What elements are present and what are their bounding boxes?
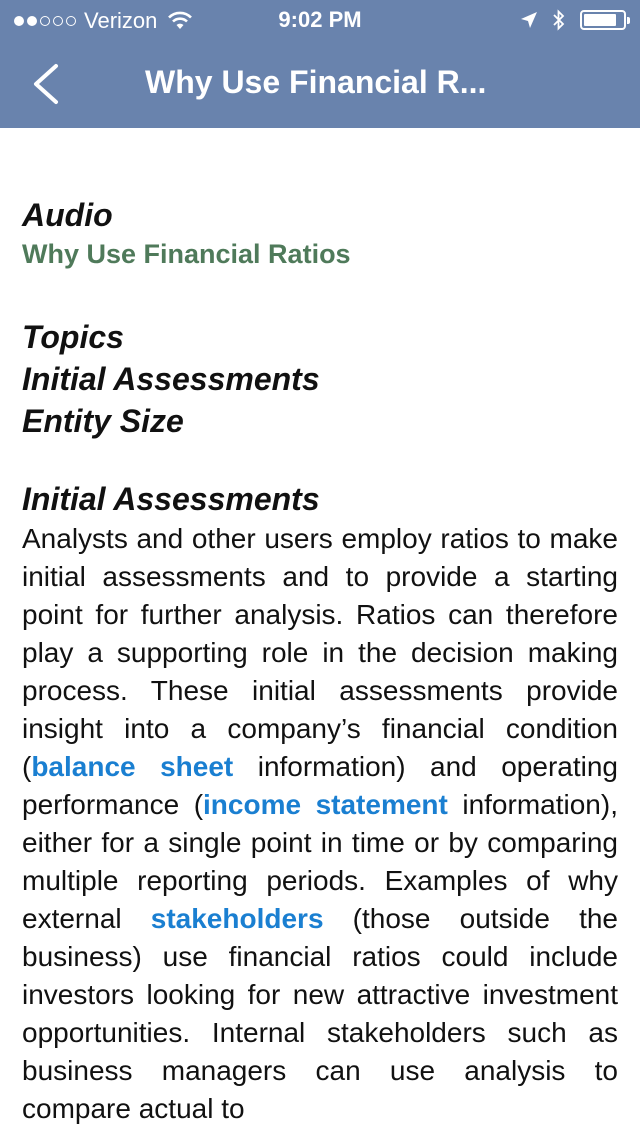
section-heading: Initial Assessments: [22, 481, 320, 517]
page-title: Why Use Financial R...: [145, 64, 487, 100]
back-button[interactable]: [26, 54, 86, 114]
balance-sheet-link[interactable]: balance sheet: [31, 751, 234, 782]
status-bar: [0, 0, 640, 40]
income-statement-link[interactable]: income statement: [203, 789, 448, 820]
topic-item-initial-assessments[interactable]: Initial Assessments: [22, 361, 320, 397]
section-paragraph: [22, 520, 618, 1128]
paragraph-text: information) and operating performance (: [22, 751, 618, 820]
paragraph-text: (those outside the business) use financial ratios could include investors looking for new attractive investment opportunities. Internal stakeholders such as business managers can use analysis to compare actual to: [22, 903, 618, 1124]
article-content: [22, 128, 618, 1128]
topic-item-entity-size[interactable]: Entity Size: [22, 403, 184, 439]
battery-icon: [580, 10, 626, 30]
navigation-bar: [0, 40, 640, 128]
battery-level: [584, 14, 616, 26]
audio-heading: Audio: [22, 197, 113, 233]
stakeholders-link[interactable]: stakeholders: [150, 903, 324, 934]
topics-list: [22, 316, 618, 442]
bluetooth-icon: [552, 9, 566, 31]
location-arrow-icon: [520, 11, 538, 29]
audio-link[interactable]: Why Use Financial Ratios: [22, 239, 351, 269]
carrier-name: Verizon: [84, 8, 158, 33]
topics-heading: Topics: [22, 319, 124, 355]
status-icons: [520, 9, 626, 31]
paragraph-text: information), either for a single point in time or by comparing multiple reporting periods. Examples of why external: [22, 789, 618, 934]
clock: 9:02 PM: [278, 7, 362, 32]
paragraph-text: Analysts and other users employ ratios to make initial assessments and to provide a starting point for further analysis. Ratios can therefore play a supporting role in the decision making process. These initial assessments provide insight into a company’s financial condition (: [22, 523, 618, 782]
chevron-left-icon: [26, 54, 66, 114]
